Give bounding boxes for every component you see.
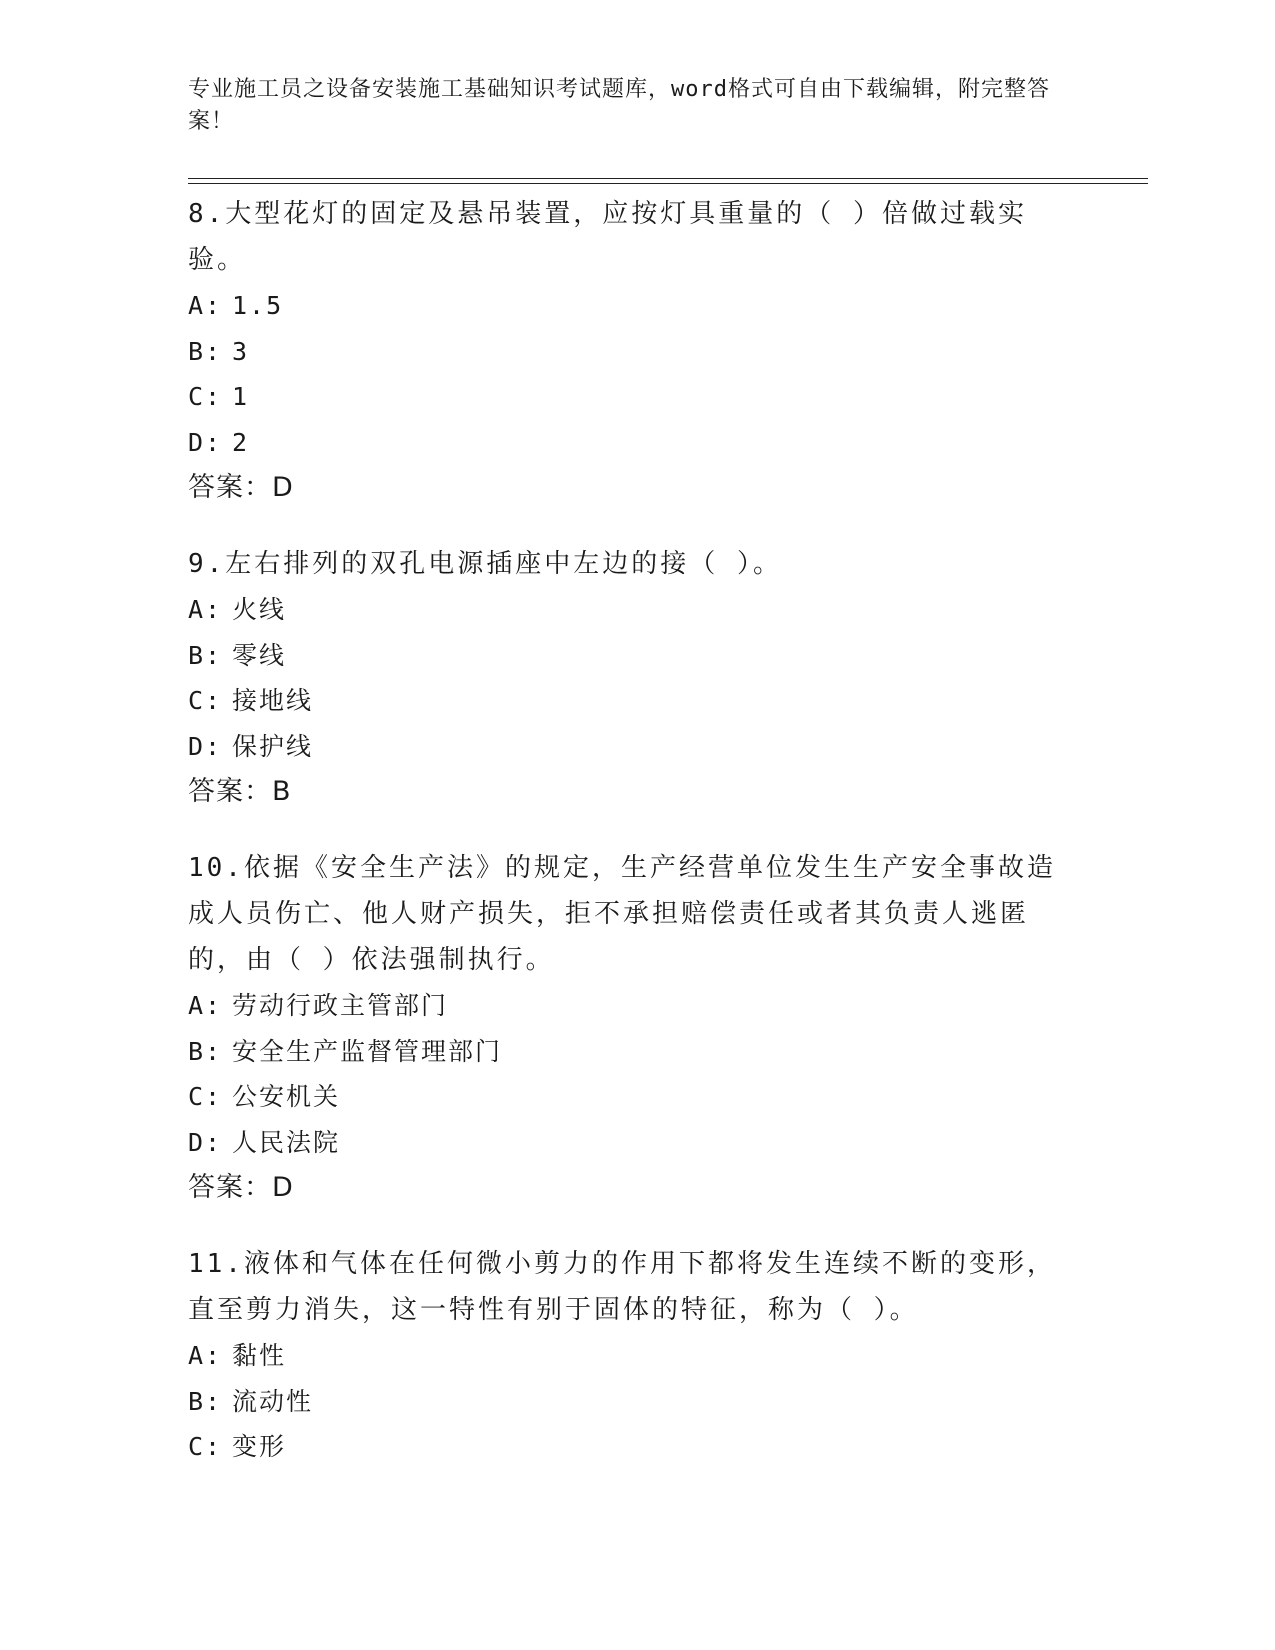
option-text: 1 <box>232 382 250 411</box>
option-text: 黏性 <box>232 1341 287 1370</box>
option-c <box>188 678 1068 724</box>
option-letter: B: <box>188 640 223 670</box>
question-text: 8.大型花灯的固定及悬吊装置，应按灯具重量的（ ）倍做过载实验。 <box>188 199 1027 275</box>
option-text: 1.5 <box>232 291 284 320</box>
option-letter: A: <box>188 595 223 624</box>
option-text: 安全生产监督管理部门 <box>232 1036 503 1066</box>
option-a <box>188 1333 1068 1379</box>
option-text: 3 <box>232 336 250 366</box>
question-10 <box>188 845 1068 1211</box>
option-a <box>188 587 1068 633</box>
option-text: 零线 <box>232 640 287 670</box>
option-text: 劳动行政主管部门 <box>232 991 449 1020</box>
document-intro: 专业施工员之设备安装施工基础知识考试题库，word格式可自由下载编辑，附完整答案！ <box>188 77 1050 134</box>
option-letter: B: <box>188 1036 223 1066</box>
question-11 <box>188 1241 1068 1470</box>
option-letter: C: <box>188 1082 223 1111</box>
option-text: 接地线 <box>232 686 314 715</box>
option-d <box>188 724 1068 770</box>
option-letter: A: <box>188 1341 223 1370</box>
option-text: 保护线 <box>232 731 314 761</box>
option-letter: A: <box>188 291 223 320</box>
double-rule-divider <box>188 178 1148 184</box>
option-letter: B: <box>188 1386 223 1416</box>
option-letter: D: <box>188 731 223 761</box>
option-letter: C: <box>188 686 223 715</box>
option-c <box>188 374 1068 420</box>
option-b <box>188 329 1068 375</box>
question-text: 11.液体和气体在任何微小剪力的作用下都将发生连续不断的变形，直至剪力消失，这一特性有别于固体的特征，称为（ ）。 <box>188 1249 1056 1325</box>
option-text: 公安机关 <box>232 1082 341 1111</box>
option-text: 流动性 <box>232 1386 314 1416</box>
question-8 <box>188 191 1068 511</box>
option-d <box>188 420 1068 466</box>
question-list <box>188 191 1068 1500</box>
answer-line: 答案：B <box>188 776 292 807</box>
option-text: 火线 <box>232 595 287 624</box>
option-letter: C: <box>188 1432 223 1461</box>
option-letter: B: <box>188 336 223 366</box>
question-text: 9.左右排列的双孔电源插座中左边的接（ ）。 <box>188 549 782 579</box>
option-text: 变形 <box>232 1432 287 1461</box>
option-b <box>188 633 1068 679</box>
option-c <box>188 1424 1068 1470</box>
option-a <box>188 983 1068 1029</box>
answer-line: 答案：D <box>188 472 294 503</box>
option-text: 人民法院 <box>232 1127 341 1157</box>
question-9 <box>188 541 1068 815</box>
answer-line: 答案：D <box>188 1172 294 1203</box>
option-a <box>188 283 1068 329</box>
option-b <box>188 1029 1068 1075</box>
option-d <box>188 1120 1068 1166</box>
question-text: 10.依据《安全生产法》的规定，生产经营单位发生生产安全事故造成人员伤亡、他人财产损失，拒不承担赔偿责任或者其负责人逃匿的，由（ ）依法强制执行。 <box>188 853 1056 975</box>
option-letter: A: <box>188 991 223 1020</box>
option-letter: D: <box>188 1127 223 1157</box>
option-c <box>188 1074 1068 1120</box>
option-b <box>188 1379 1068 1425</box>
option-text: 2 <box>232 427 250 457</box>
option-letter: D: <box>188 427 223 457</box>
option-letter: C: <box>188 382 223 411</box>
